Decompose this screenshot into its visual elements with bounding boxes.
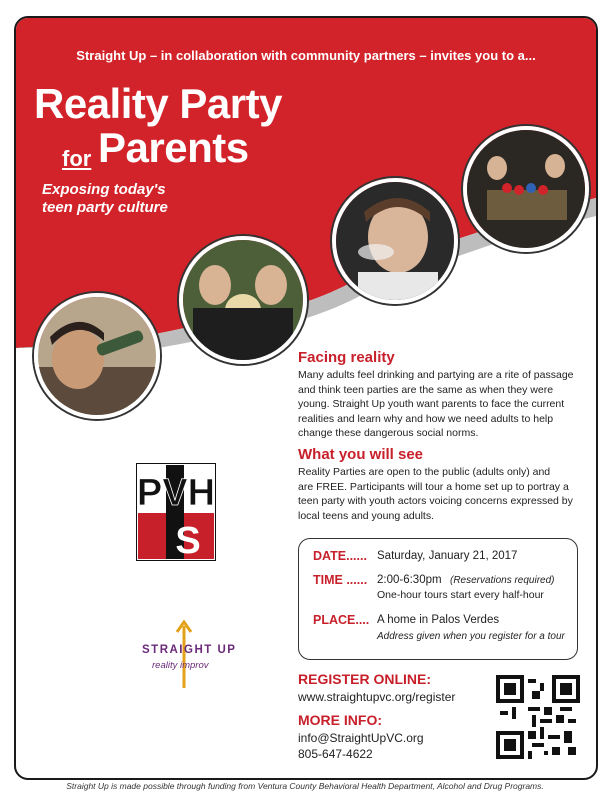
footer-funding: Straight Up is made possible through funding from Ventura County Behavioral Health Department, Alcohol and Drug Programs.	[66, 781, 544, 791]
invite-line: Straight Up – in collaboration with community partners – invites you to a...	[76, 48, 536, 63]
facing-line: young. Straight Up youth want parents to face the current	[298, 398, 565, 410]
subtitle-line-2: teen party culture	[42, 199, 168, 216]
what-line: are FREE. Participants will tour a home set up to portray a	[298, 480, 569, 493]
title-for: for	[62, 146, 92, 171]
facing-line: change these dangerous social norms.	[298, 427, 479, 439]
place-note: Address given when you register for a tour	[377, 631, 565, 642]
facing-line: realities and learn why and how we need adults to help	[298, 412, 554, 425]
time-note: (Reservations required)	[450, 575, 555, 586]
place-label: PLACE....	[313, 613, 370, 627]
what-line: teen party with youth actors voicing concerns expressed by	[298, 495, 573, 507]
facing-heading: Facing reality	[298, 349, 395, 366]
register-heading: REGISTER ONLINE:	[298, 671, 432, 687]
more-info-heading: MORE INFO:	[298, 712, 382, 728]
straight-up-logo	[144, 620, 264, 690]
facing-body	[298, 368, 593, 441]
what-line: Reality Parties are open to the public (adults only) and	[298, 466, 551, 478]
title-line-1: Reality Party	[34, 80, 282, 127]
photo-beer-pong	[463, 126, 589, 252]
photo-teen-smoking	[332, 178, 458, 304]
subtitle-line-1: Exposing today's	[42, 181, 166, 198]
what-line: local teens and young adults.	[298, 509, 435, 522]
time-value: 2:00-6:30pm	[377, 574, 442, 586]
register-url[interactable]: www.straightupvc.org/register	[298, 690, 456, 704]
info-phone: 805-647-4622	[298, 747, 373, 761]
facing-line: Many adults feel drinking and partying are a rite of passage	[298, 369, 574, 381]
reality-improv-text: reality improv	[152, 660, 209, 671]
info-email[interactable]: info@StraightUpVC.org	[298, 731, 424, 745]
facing-line: and think teen parties are the same as when they were	[298, 383, 554, 396]
place-value: A home in Palos Verdes	[377, 614, 500, 626]
photo-three-teens	[179, 236, 307, 364]
flyer-frame	[14, 16, 598, 780]
subtitle	[42, 181, 168, 217]
pvhs-logo	[136, 463, 216, 561]
pvhs-bottom-text: S	[175, 520, 201, 561]
what-heading: What you will see	[298, 446, 424, 463]
date-label: DATE......	[313, 549, 367, 563]
date-value: Saturday, January 21, 2017	[377, 550, 518, 562]
what-body	[298, 465, 593, 523]
title-line-2: Parents	[98, 124, 249, 171]
time-sub: One-hour tours start every half-hour	[377, 589, 544, 601]
straight-up-text: STRAIGHT UP	[142, 644, 237, 656]
photo-teen-drinking	[34, 293, 160, 419]
time-label: TIME ......	[313, 573, 368, 587]
qr-code[interactable]	[496, 675, 580, 759]
event-details-box	[298, 538, 578, 660]
pvhs-top-text: PVH	[136, 472, 216, 514]
